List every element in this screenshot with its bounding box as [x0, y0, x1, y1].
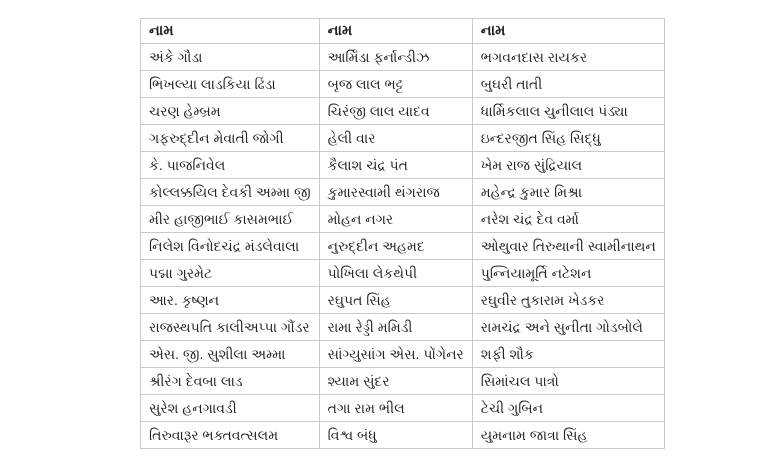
name-cell: વિશ્વ બંધુ [319, 422, 472, 449]
name-cell: રાજસ્થપતિ કાલીઅપ્પા ગૌંડર [141, 314, 320, 341]
column-header-name-3: નામ [472, 19, 664, 44]
name-cell: સાંગ્યુસાંગ એસ. પોંગેનર [319, 341, 472, 368]
table-row [141, 395, 665, 422]
name-cell: પોખિલા લેકથેપી [319, 260, 472, 287]
name-cell: ચિરંજી લાલ યાદવ [319, 98, 472, 125]
name-cell: રઘુપત સિંહ [319, 287, 472, 314]
name-cell: ટેચી ગુબિન [472, 395, 664, 422]
name-cell: કૈલાશ ચંદ્ર પંત [319, 152, 472, 179]
name-cell: સુરેશ હનગાવડી [141, 395, 320, 422]
name-cell: આર. કૃષ્ણન [141, 287, 320, 314]
table-row [141, 125, 665, 152]
name-cell: રામા રેડ્ડી મમિડી [319, 314, 472, 341]
header-row [141, 19, 665, 44]
name-cell: યુમનામ જાત્રા સિંહ [472, 422, 664, 449]
name-cell: ધાર્મિકલાલ ચુનીલાલ પંડ્યા [472, 98, 664, 125]
name-cell: હેલી વાર [319, 125, 472, 152]
name-cell: મહેન્દ્ર કુમાર મિશ્રા [472, 179, 664, 206]
table-body [141, 44, 665, 449]
name-cell: સિમાંચલ પાત્રો [472, 368, 664, 395]
name-cell: કે. પાજનિવેલ [141, 152, 320, 179]
column-header-name-2: નામ [319, 19, 472, 44]
name-cell: તિરુવારૂર ભક્તવત્સલમ [141, 422, 320, 449]
name-cell: તગા રામ ભીલ [319, 395, 472, 422]
table-row [141, 44, 665, 71]
name-cell: એસ. જી. સુશીલા અમ્મા [141, 341, 320, 368]
table-row [141, 152, 665, 179]
names-table-container [140, 18, 665, 449]
table-header [141, 19, 665, 44]
table-row [141, 287, 665, 314]
name-cell: બુઘરી તાતી [472, 71, 664, 98]
name-cell: ઇન્દરજીત સિંહ સિદ્ધુ [472, 125, 664, 152]
name-cell: આર્મિંડા ફર્નાન્ડીઝ [319, 44, 472, 71]
name-cell: શ્યામ સુંદર [319, 368, 472, 395]
name-cell: મોહન નગર [319, 206, 472, 233]
name-cell: ભિખલ્યા લાડકિયા ઢિંડા [141, 71, 320, 98]
name-cell: પુન્નિયામૂર્તિ નટેશન [472, 260, 664, 287]
name-cell: શફી શૌક [472, 341, 664, 368]
name-cell: નુરુદ્દીન અહમદ [319, 233, 472, 260]
table-row [141, 206, 665, 233]
name-cell: શ્રીરંગ દેવબા લાડ [141, 368, 320, 395]
name-cell: નરેશ ચંદ્ર દેવ વર્મા [472, 206, 664, 233]
table-row [141, 179, 665, 206]
table-row [141, 260, 665, 287]
table-row [141, 314, 665, 341]
name-cell: અંકે ગૌડા [141, 44, 320, 71]
names-table [140, 18, 665, 449]
name-cell: ઓથુવાર તિરુથાની સ્વામીનાથન [472, 233, 664, 260]
name-cell: બૃજ લાલ ભટ્ટ [319, 71, 472, 98]
name-cell: પદ્મા ગુરમેટ [141, 260, 320, 287]
name-cell: રઘુવીર તુકારામ ખેડકર [472, 287, 664, 314]
table-row [141, 98, 665, 125]
name-cell: ચરણ હેમ્બ્રમ [141, 98, 320, 125]
name-cell: રામચંદ્ર અને સુનીતા ગોડબોલે [472, 314, 664, 341]
table-row [141, 71, 665, 98]
table-row [141, 422, 665, 449]
table-row [141, 233, 665, 260]
name-cell: ખેમ રાજ સુંદ્રિયાલ [472, 152, 664, 179]
name-cell: મીર હાજીભાઈ કાસમભાઈ [141, 206, 320, 233]
name-cell: ભગવનદાસ રાયકર [472, 44, 664, 71]
table-row [141, 368, 665, 395]
name-cell: ગફરુદ્દીન મેવાતી જોગી [141, 125, 320, 152]
name-cell: કોલ્લક્કયિલ દેવકી અમ્મા જી [141, 179, 320, 206]
column-header-name-1: નામ [141, 19, 320, 44]
name-cell: નિલેશ વિનોદચંદ્ર મંડલેવાલા [141, 233, 320, 260]
table-row [141, 341, 665, 368]
name-cell: કુમારસ્વામી થંગરાજ [319, 179, 472, 206]
